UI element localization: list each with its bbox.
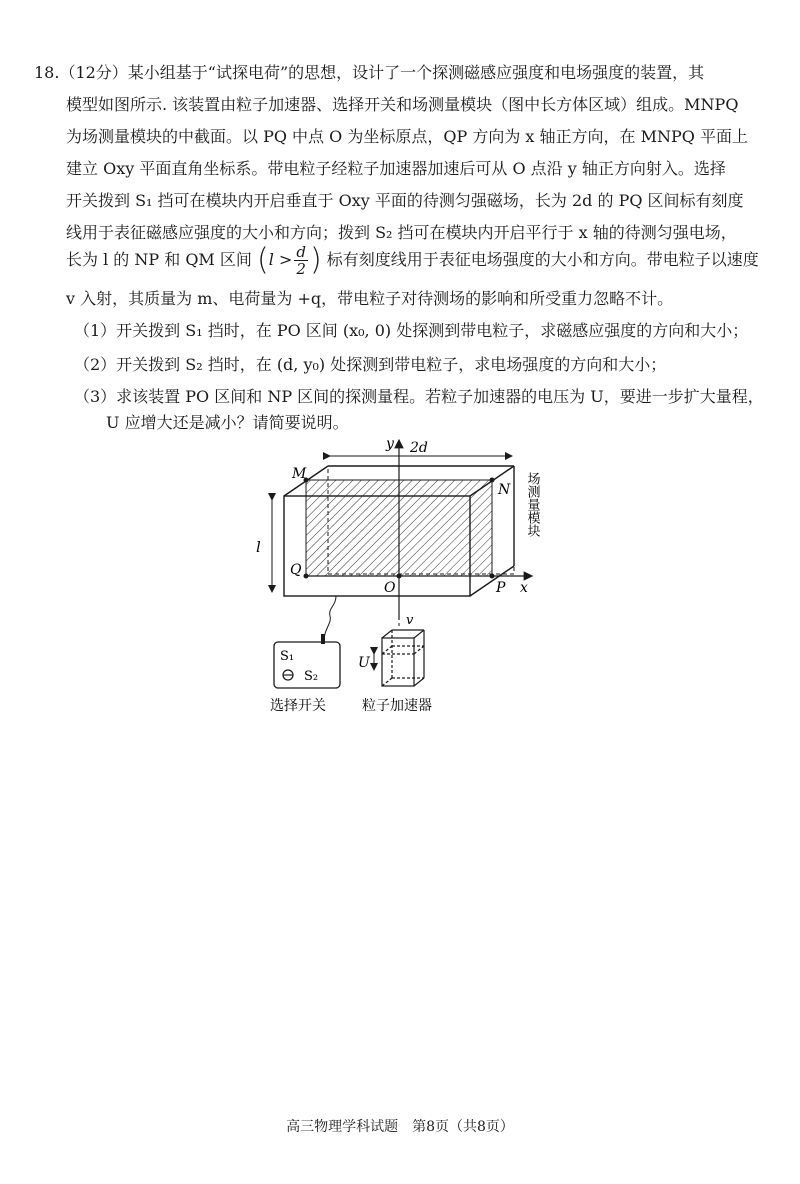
left-paren: ( <box>257 242 269 278</box>
label-v: v <box>406 613 414 628</box>
label-m: M <box>292 466 307 482</box>
question-line-7-start: 长为 l 的 NP 和 QM 区间 <box>66 250 252 269</box>
right-paren: ) <box>309 242 322 278</box>
question-line-3: 为场测量模块的中截面。以 PQ 中点 O 为坐标原点，QP 方向为 x 轴正方向，在 MNPQ 平面上 <box>66 127 748 146</box>
fraction-numerator: d <box>296 243 306 261</box>
label-y: y <box>386 436 394 452</box>
question-line-4: 建立 Oxy 平面直角坐标系。带电粒子经粒子加速器加速后可从 O 点沿 y 轴正方向射入。选择 <box>66 159 726 178</box>
question-line-6: 线用于表征磁感应强度的大小和方向；拨到 S₂ 挡可在模块内开启平行于 x 轴的待测匀强电场， <box>66 223 737 242</box>
label-2d: 2d <box>410 440 428 456</box>
point-p <box>490 574 495 579</box>
question-line-5: 开关拨到 S₁ 挡可在模块内开启垂直于 Oxy 平面的待测匀强磁场，长为 2d 的 PQ 区间标有刻度 <box>66 191 744 210</box>
switch-terminal <box>321 634 325 644</box>
label-q: Q <box>290 562 302 578</box>
point-n <box>490 478 495 483</box>
part-2: （2）开关拨到 S₂ 挡时，在 (d, y₀) 处探测到带电粒子，求电场强度的方向和大小； <box>74 355 667 374</box>
label-n: N <box>498 482 511 498</box>
question-line-7 <box>66 242 778 278</box>
point-o <box>397 574 402 579</box>
inequality-text: l > <box>268 250 293 269</box>
switch-caption: 选择开关 <box>270 698 326 714</box>
part-1: （1）开关拨到 S₁ 挡时，在 PO 区间 (x₀, 0) 处探测到带电粒子，求磁感应强度的方向和大小； <box>74 321 749 340</box>
label-s2: S₂ <box>304 669 319 684</box>
particle-accelerator <box>382 630 424 686</box>
label-u: U <box>358 655 370 671</box>
point-q <box>304 574 309 579</box>
question-line-2: 模型如图所示. 该装置由粒子加速器、选择开关和场测量模块（图中长方体区域）组成。MNPQ <box>66 95 739 114</box>
label-p: P <box>496 580 506 596</box>
accelerator-caption: 粒子加速器 <box>362 698 432 714</box>
apparatus-diagram <box>250 430 570 720</box>
question-line-7-end: 标有刻度线用于表征电场强度的大小和方向。带电粒子以速度 <box>326 250 759 269</box>
page-footer: 高三物理学科试题 第8页（共8页） <box>286 1119 514 1135</box>
question-line-1: 18.（12分）某小组基于“试探电荷”的思想，设计了一个探测磁感应强度和电场强度的装置，其 <box>34 63 705 82</box>
module-label: 场测量模块 <box>524 472 540 537</box>
label-x: x <box>520 580 528 596</box>
switch-wire <box>324 596 336 642</box>
label-o: O <box>384 580 396 596</box>
part-3-line-1: （3）求该装置 PO 区间和 NP 区间的探测量程。若粒子加速器的电压为 U，要进一步扩大量程， <box>74 387 764 406</box>
question-line-8: v 入射，其质量为 m、电荷量为 +q，带电粒子对待测场的影响和所受重力忽略不计。 <box>66 289 674 308</box>
part-3-line-2: U 应增大还是减小？请简要说明。 <box>106 413 349 432</box>
fraction-d-over-2 <box>294 244 308 277</box>
fraction-denominator: 2 <box>296 260 306 278</box>
label-s1: S₁ <box>280 649 295 664</box>
label-l: l <box>256 538 261 556</box>
